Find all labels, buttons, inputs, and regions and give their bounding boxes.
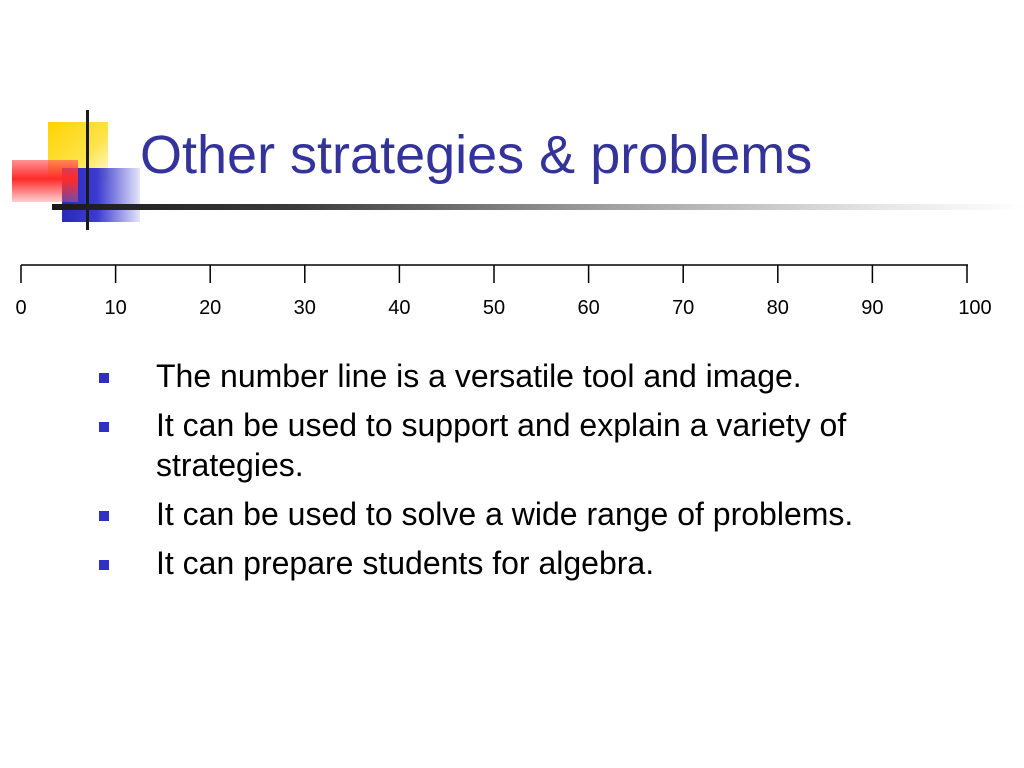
bullet-square-icon <box>99 560 109 570</box>
number-line-svg <box>0 255 1024 335</box>
bullet-text: It can be used to solve a wide range of problems. <box>156 496 854 532</box>
number-line-label: 0 <box>15 297 27 319</box>
number-line-label: 100 <box>958 297 992 319</box>
bullet-square-icon <box>99 422 109 432</box>
bullet-list <box>96 356 996 592</box>
number-line-label: 30 <box>293 297 316 319</box>
slide-title: Other strategies & problems <box>140 125 813 185</box>
bullet-item <box>96 494 916 534</box>
bullet-item <box>96 405 916 485</box>
number-line-label: 50 <box>482 297 506 319</box>
bullet-text: It can prepare students for algebra. <box>156 545 655 581</box>
number-line-label: 20 <box>199 297 222 319</box>
logo-vertical-line <box>86 110 89 230</box>
number-line-label: 60 <box>577 297 600 319</box>
number-line-label: 70 <box>672 297 695 319</box>
number-line-label: 80 <box>766 297 789 319</box>
bullet-item <box>96 356 916 396</box>
bullet-item <box>96 543 916 583</box>
logo-red-square <box>12 160 78 202</box>
number-line-label: 40 <box>388 297 411 319</box>
bullet-text: It can be used to support and explain a variety of strategies. <box>156 407 847 483</box>
number-line-label: 90 <box>861 297 884 319</box>
number-line <box>0 255 1024 335</box>
bullet-square-icon <box>99 373 109 383</box>
title-underline <box>52 204 1024 210</box>
number-line-label: 10 <box>104 297 127 319</box>
bullet-text: The number line is a versatile tool and image. <box>156 358 802 394</box>
bullet-square-icon <box>99 511 109 521</box>
